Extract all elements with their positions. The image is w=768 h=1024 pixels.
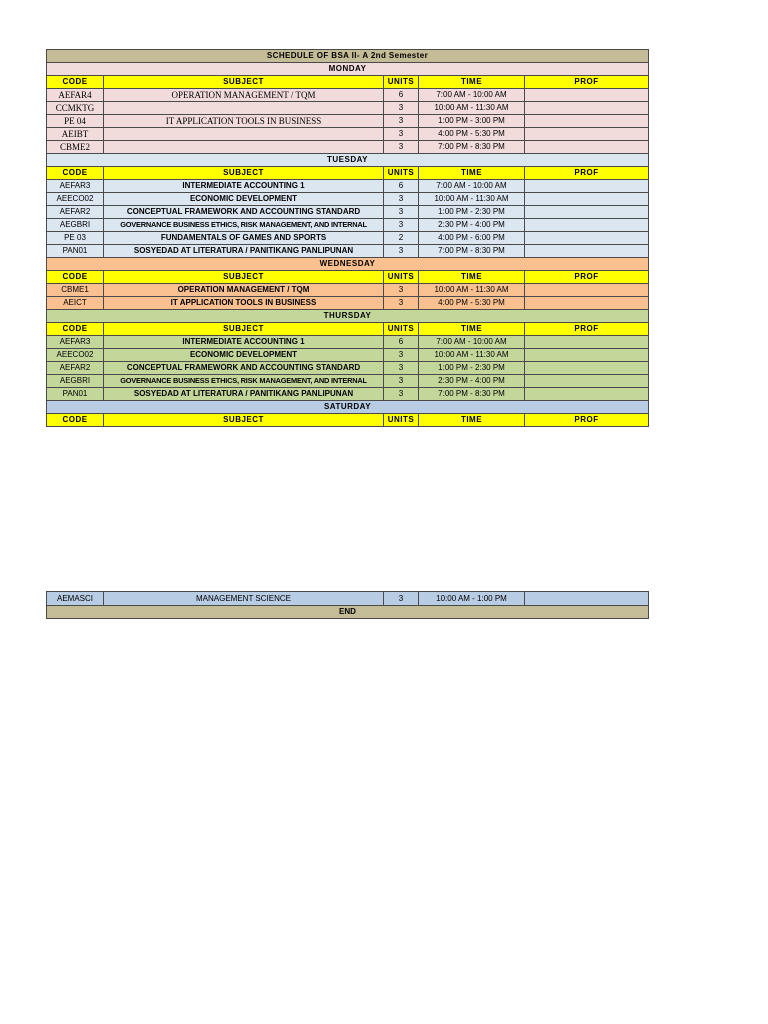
- header-subject: SUBJECT: [104, 76, 384, 89]
- header-units: UNITS: [384, 323, 419, 336]
- cell-prof: [525, 232, 649, 245]
- header-subject: SUBJECT: [104, 414, 384, 427]
- cell-code: PAN01: [47, 245, 104, 258]
- cell-time: 2:30 PM - 4:00 PM: [419, 219, 525, 232]
- cell-code: AEGBRI: [47, 375, 104, 388]
- cell-prof: [525, 193, 649, 206]
- cell-code: CBME2: [47, 141, 104, 154]
- cell-time: 1:00 PM - 2:30 PM: [419, 362, 525, 375]
- header-time: TIME: [419, 76, 525, 89]
- cell-time: 7:00 AM - 10:00 AM: [419, 336, 525, 349]
- extra-table: [46, 591, 649, 619]
- table-row: [47, 193, 649, 206]
- header-code: CODE: [47, 76, 104, 89]
- cell-prof: [525, 336, 649, 349]
- cell-subject: OPERATION MANAGEMENT / TQM: [104, 89, 384, 102]
- cell-units: 3: [384, 141, 419, 154]
- table-row: [47, 141, 649, 154]
- day-section-tuesday: [47, 154, 649, 258]
- cell-time: 10:00 AM - 11:30 AM: [419, 284, 525, 297]
- cell-prof: [525, 284, 649, 297]
- cell-time: 10:00 AM - 1:00 PM: [419, 592, 525, 606]
- table-row: [47, 89, 649, 102]
- extra-schedule: [46, 591, 648, 619]
- cell-units: 3: [384, 388, 419, 401]
- header-time: TIME: [419, 167, 525, 180]
- cell-code: AEIBT: [47, 128, 104, 141]
- cell-code: AEFAR3: [47, 180, 104, 193]
- cell-code: AEGBRI: [47, 219, 104, 232]
- header-code: CODE: [47, 323, 104, 336]
- cell-subject: SOSYEDAD AT LITERATURA / PANITIKANG PANLIPUNAN: [104, 245, 384, 258]
- table-row: [47, 297, 649, 310]
- cell-prof: [525, 206, 649, 219]
- cell-code: CCMKTG: [47, 102, 104, 115]
- table-row: [47, 245, 649, 258]
- table-row: [47, 336, 649, 349]
- column-header-row: [47, 271, 649, 284]
- cell-units: 3: [384, 206, 419, 219]
- header-prof: PROF: [525, 167, 649, 180]
- cell-time: 4:00 PM - 5:30 PM: [419, 297, 525, 310]
- cell-time: 1:00 PM - 2:30 PM: [419, 206, 525, 219]
- cell-time: 2:30 PM - 4:00 PM: [419, 375, 525, 388]
- cell-units: 6: [384, 336, 419, 349]
- cell-code: AEECO02: [47, 349, 104, 362]
- cell-subject: [104, 128, 384, 141]
- cell-prof: [525, 349, 649, 362]
- cell-time: 7:00 AM - 10:00 AM: [419, 180, 525, 193]
- cell-units: 3: [384, 115, 419, 128]
- cell-prof: [525, 115, 649, 128]
- cell-units: 6: [384, 89, 419, 102]
- cell-units: 3: [384, 193, 419, 206]
- cell-units: 2: [384, 232, 419, 245]
- day-section-saturday: [47, 401, 649, 427]
- day-section-wednesday: [47, 258, 649, 310]
- cell-subject: GOVERNANCE BUSINESS ETHICS, RISK MANAGEMENT, AND INTERNAL: [104, 219, 384, 232]
- cell-code: PE 04: [47, 115, 104, 128]
- cell-code: AEFAR3: [47, 336, 104, 349]
- cell-prof: [525, 375, 649, 388]
- cell-prof: [525, 362, 649, 375]
- column-header-row: [47, 414, 649, 427]
- table-row: [47, 362, 649, 375]
- cell-code: AEICT: [47, 297, 104, 310]
- cell-subject: GOVERNANCE BUSINESS ETHICS, RISK MANAGEMENT, AND INTERNAL: [104, 375, 384, 388]
- cell-prof: [525, 592, 649, 606]
- cell-time: 7:00 AM - 10:00 AM: [419, 89, 525, 102]
- day-section-thursday: [47, 310, 649, 401]
- table-row: [47, 206, 649, 219]
- cell-prof: [525, 102, 649, 115]
- cell-code: AEMASCI: [47, 592, 104, 606]
- cell-code: AEECO02: [47, 193, 104, 206]
- cell-units: 3: [384, 284, 419, 297]
- cell-prof: [525, 128, 649, 141]
- header-prof: PROF: [525, 76, 649, 89]
- schedule-sheet: [46, 49, 648, 427]
- table-row: [47, 128, 649, 141]
- cell-prof: [525, 297, 649, 310]
- cell-units: 6: [384, 180, 419, 193]
- schedule-table: [46, 49, 649, 427]
- table-row: [47, 284, 649, 297]
- cell-subject: CONCEPTUAL FRAMEWORK AND ACCOUNTING STANDARD: [104, 206, 384, 219]
- header-time: TIME: [419, 323, 525, 336]
- cell-subject: [104, 102, 384, 115]
- cell-code: AEFAR2: [47, 362, 104, 375]
- cell-subject: ECONOMIC DEVELOPMENT: [104, 349, 384, 362]
- cell-code: PE 03: [47, 232, 104, 245]
- cell-units: 3: [384, 297, 419, 310]
- cell-code: AEFAR4: [47, 89, 104, 102]
- cell-time: 10:00 AM - 11:30 AM: [419, 193, 525, 206]
- header-prof: PROF: [525, 323, 649, 336]
- column-header-row: [47, 167, 649, 180]
- cell-time: 4:00 PM - 6:00 PM: [419, 232, 525, 245]
- header-code: CODE: [47, 414, 104, 427]
- header-units: UNITS: [384, 414, 419, 427]
- header-time: TIME: [419, 414, 525, 427]
- day-label: WEDNESDAY: [47, 258, 649, 271]
- cell-prof: [525, 219, 649, 232]
- end-label: END: [47, 606, 649, 619]
- cell-time: 10:00 AM - 11:30 AM: [419, 349, 525, 362]
- cell-units: 3: [384, 245, 419, 258]
- cell-subject: OPERATION MANAGEMENT / TQM: [104, 284, 384, 297]
- cell-time: 10:00 AM - 11:30 AM: [419, 102, 525, 115]
- cell-subject: INTERMEDIATE ACCOUNTING 1: [104, 180, 384, 193]
- cell-subject: CONCEPTUAL FRAMEWORK AND ACCOUNTING STANDARD: [104, 362, 384, 375]
- table-row: [47, 388, 649, 401]
- cell-code: AEFAR2: [47, 206, 104, 219]
- header-subject: SUBJECT: [104, 271, 384, 284]
- header-code: CODE: [47, 167, 104, 180]
- cell-subject: INTERMEDIATE ACCOUNTING 1: [104, 336, 384, 349]
- day-label: MONDAY: [47, 63, 649, 76]
- cell-time: 7:00 PM - 8:30 PM: [419, 245, 525, 258]
- cell-time: 7:00 PM - 8:30 PM: [419, 141, 525, 154]
- cell-subject: IT APPLICATION TOOLS IN BUSINESS: [104, 115, 384, 128]
- header-units: UNITS: [384, 167, 419, 180]
- cell-code: CBME1: [47, 284, 104, 297]
- header-code: CODE: [47, 271, 104, 284]
- cell-subject: [104, 141, 384, 154]
- cell-time: 7:00 PM - 8:30 PM: [419, 388, 525, 401]
- cell-prof: [525, 180, 649, 193]
- column-header-row: [47, 76, 649, 89]
- cell-code: PAN01: [47, 388, 104, 401]
- header-subject: SUBJECT: [104, 323, 384, 336]
- cell-prof: [525, 141, 649, 154]
- table-row: [47, 180, 649, 193]
- cell-units: 3: [384, 349, 419, 362]
- header-time: TIME: [419, 271, 525, 284]
- cell-prof: [525, 388, 649, 401]
- schedule-title: SCHEDULE OF BSA II- A 2nd Semester: [47, 50, 649, 63]
- table-row: [47, 232, 649, 245]
- header-units: UNITS: [384, 76, 419, 89]
- cell-subject: MANAGEMENT SCIENCE: [104, 592, 384, 606]
- cell-subject: ECONOMIC DEVELOPMENT: [104, 193, 384, 206]
- cell-subject: SOSYEDAD AT LITERATURA / PANITIKANG PANLIPUNAN: [104, 388, 384, 401]
- cell-units: 3: [384, 362, 419, 375]
- header-units: UNITS: [384, 271, 419, 284]
- table-row: [47, 349, 649, 362]
- day-label: THURSDAY: [47, 310, 649, 323]
- column-header-row: [47, 323, 649, 336]
- table-row: [47, 592, 649, 606]
- header-subject: SUBJECT: [104, 167, 384, 180]
- cell-units: 3: [384, 102, 419, 115]
- cell-time: 1:00 PM - 3:00 PM: [419, 115, 525, 128]
- day-section-monday: [47, 63, 649, 154]
- cell-prof: [525, 245, 649, 258]
- cell-time: 4:00 PM - 5:30 PM: [419, 128, 525, 141]
- cell-units: 3: [384, 219, 419, 232]
- day-label: TUESDAY: [47, 154, 649, 167]
- table-row: [47, 115, 649, 128]
- table-row: [47, 375, 649, 388]
- cell-subject: FUNDAMENTALS OF GAMES AND SPORTS: [104, 232, 384, 245]
- cell-units: 3: [384, 375, 419, 388]
- cell-subject: IT APPLICATION TOOLS IN BUSINESS: [104, 297, 384, 310]
- cell-prof: [525, 89, 649, 102]
- header-prof: PROF: [525, 271, 649, 284]
- table-row: [47, 102, 649, 115]
- cell-units: 3: [384, 592, 419, 606]
- cell-units: 3: [384, 128, 419, 141]
- header-prof: PROF: [525, 414, 649, 427]
- day-label: SATURDAY: [47, 401, 649, 414]
- table-row: [47, 219, 649, 232]
